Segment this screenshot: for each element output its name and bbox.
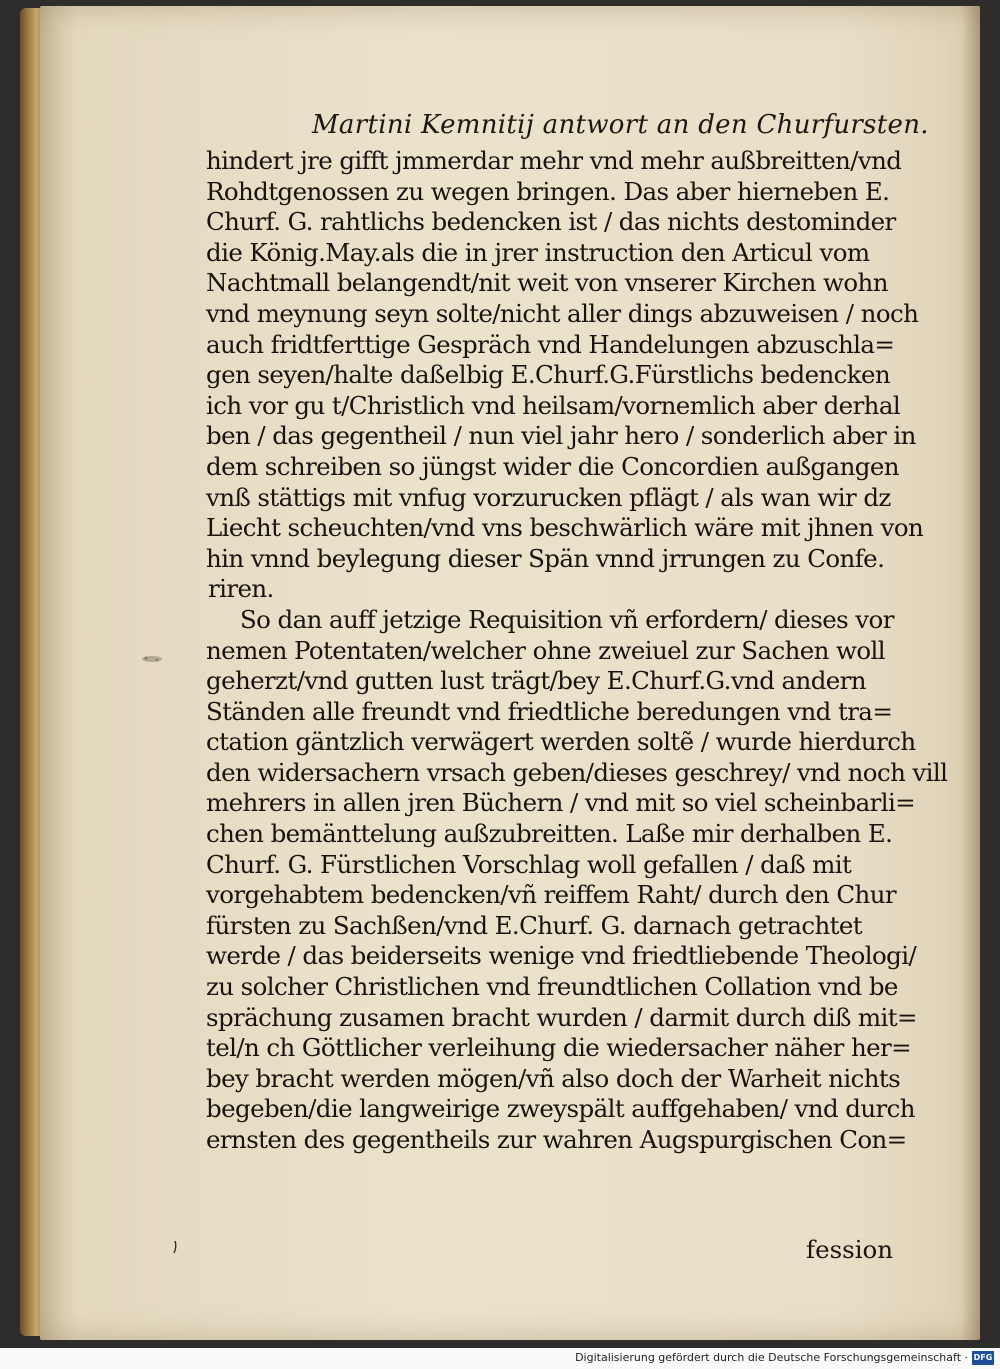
text-line: ben / das gegentheil / nun viel jahr hero / sonderlich aber in bbox=[206, 421, 916, 451]
dfg-logo-icon: DFG bbox=[972, 1351, 994, 1365]
text-line: mehrers in allen jren Büchern / vnd mit so viel scheinbarli= bbox=[206, 788, 916, 818]
text-line: hin vnnd beylegung dieser Spän vnnd jrrungen zu Confe. bbox=[206, 543, 885, 573]
text-line: chen bemänttelung außzubreitten. Laße mir derhalben E. bbox=[206, 819, 893, 849]
text-line: Rohdtgenossen zu wegen bringen. Das aber hierneben E. bbox=[206, 176, 890, 206]
catchword: fession bbox=[806, 1235, 894, 1264]
text-line: Churf. G. Fürstlichen Vorschlag woll gefallen / daß mit bbox=[206, 849, 852, 879]
text-line: geherzt/vnd gutten lust trägt/bey E.Churf.G.vnd andern bbox=[206, 666, 866, 696]
body-text bbox=[206, 146, 948, 1156]
text-line: ich vor gu t/Christlich vnd heilsam/vornemlich aber derhal bbox=[206, 390, 901, 420]
text-line: gen seyen/halte daßelbig E.Churf.G.Fürstlichs bedencken bbox=[206, 360, 891, 390]
text-line: ernsten des gegentheils zur wahren Augspurgischen Con= bbox=[206, 1125, 907, 1154]
text-line: den widersachern vrsach geben/dieses geschrey/ vnd noch vill bbox=[206, 757, 948, 787]
funding-credit: Digitalisierung gefördert durch die Deutsche Forschungsgemeinschaft · bbox=[575, 1351, 968, 1364]
text-line: zu solcher Christlichen vnd freundtlichen Collation vnd be bbox=[206, 972, 898, 1002]
paragraph-start-line: So dan auff jetzige Requisition vñ erfordern/ dieses vor bbox=[240, 604, 894, 634]
text-line: vorgehabtem bedencken/vñ reiffem Raht/ durch den Chur bbox=[206, 880, 896, 910]
text-line: riren. bbox=[208, 574, 274, 604]
text-line: werde / das beiderseits wenige vnd friedtliebende Theologi/ bbox=[206, 941, 917, 971]
text-line: ctation gäntzlich verwägert werden soltẽ / wurde hierdurch bbox=[206, 727, 916, 757]
text-line: dem schreiben so jüngst wider die Concordien außgangen bbox=[206, 451, 899, 481]
text-line: hindert jre gifft jmmerdar mehr vnd mehr außbreitten/vnd bbox=[206, 146, 902, 175]
text-line: bey bracht werden mögen/vñ also doch der Warheit nichts bbox=[206, 1063, 901, 1093]
running-head: Martini Kemnitij antwort an den Churfursten. bbox=[312, 110, 929, 140]
text-line: Nachtmall belangendt/nit weit von vnserer Kirchen wohn bbox=[206, 268, 888, 298]
paper-blemish-icon bbox=[140, 654, 164, 664]
text-line: fürsten zu Sachßen/vnd E.Churf. G. darnach getrachtet bbox=[206, 910, 863, 940]
text-line: sprächung zusamen bracht wurden / darmit durch diß mit= bbox=[206, 1002, 917, 1032]
text-line: nemen Potentaten/welcher ohne zweiuel zur Sachen woll bbox=[206, 635, 886, 665]
text-line: tel/n ch Göttlicher verleihung die wiedersacher näher her= bbox=[206, 1033, 912, 1063]
text-line: auch fridtferttige Gespräch vnd Handelungen abzuschla= bbox=[206, 329, 895, 359]
text-line: Churf. G. rahtlichs bedencken ist / das nichts destominder bbox=[206, 207, 896, 237]
ink-mark-icon bbox=[172, 1240, 178, 1254]
page-edge-shadow bbox=[962, 6, 980, 1340]
text-line: Ständen alle freundt vnd friedtliche beredungen vnd tra= bbox=[206, 696, 893, 726]
text-line: vnd meynung seyn solte/nicht aller dings abzuweisen / noch bbox=[206, 298, 919, 328]
text-line: begeben/die langweirige zweyspält auffgehaben/ vnd durch bbox=[206, 1094, 915, 1124]
text-line: vnß stättigs mit vnfug vorzurucken pflägt / als wan wir dz bbox=[206, 482, 891, 512]
text-line: die König.May.als die in jrer instruction den Articul vom bbox=[206, 237, 870, 267]
text-line: Liecht scheuchten/vnd vns beschwärlich wäre mit jhnen von bbox=[206, 513, 924, 543]
